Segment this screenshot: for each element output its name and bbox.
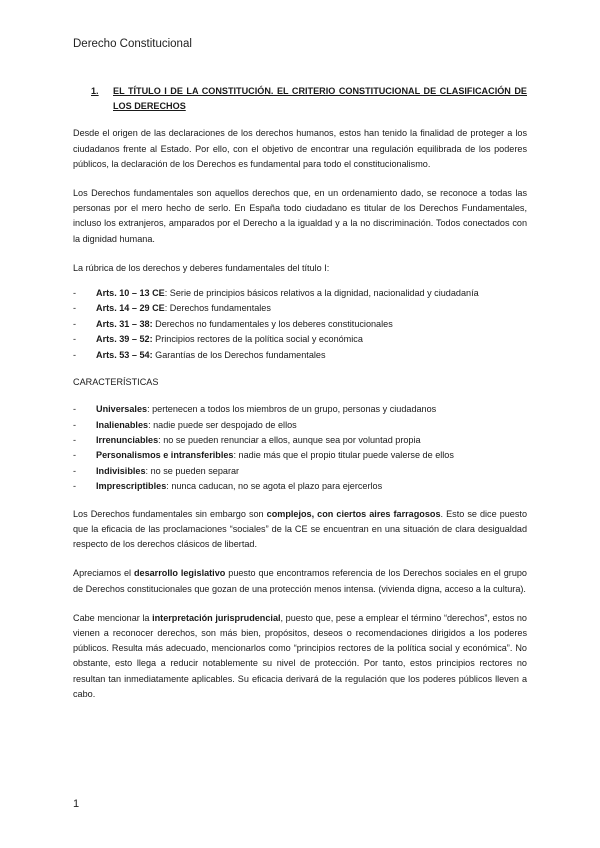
list-item: - Arts. 31 – 38: Derechos no fundamentales y los deberes constitucionales	[73, 318, 393, 329]
list-item: - Personalismos e intransferibles: nadie más que el propio titular puede valerse de ellos	[73, 450, 454, 461]
section-number: 1.	[91, 86, 99, 96]
paragraph-complexity: Los Derechos fundamentales sin embargo son complejos, con ciertos aires farragosos. Esto se dice puesto que la eficacia de las proclamaciones “sociales” de la CE se encuentran en una situación de clara desigualdad respecto de los derechos clásicos de libertad.	[73, 508, 527, 550]
paragraph-rubric: La rúbrica de los derechos y deberes fundamentales del título I:	[73, 262, 330, 273]
characteristics-list	[73, 402, 527, 494]
articles-list	[73, 286, 527, 363]
list-item: - Irrenunciables: no se pueden renunciar a ellos, aunque sea por voluntad propia	[73, 435, 421, 446]
list-item: - Arts. 53 – 54: Garantías de los Derechos fundamentales	[73, 349, 326, 360]
section-title: EL TÍTULO I DE LA CONSTITUCIÓN. EL CRITERIO CONSTITUCIONAL DE CLASIFICACIÓN DE LOS DERECHOS	[113, 86, 527, 112]
paragraph-intro: Desde el origen de las declaraciones de los derechos humanos, estos han tenido la finalidad de proteger a los ciudadanos frente al Estado. Por ello, con el objetivo de encontrar una regulación equilibrada de los poderes públicos, la declaración de los Derechos es fundamental para todo el constitucionalismo.	[73, 128, 527, 169]
paragraph-legislative: Apreciamos el desarrollo legislativo puesto que encontramos referencia de los Derechos sociales en el grupo de Derechos constitucionales que gozan de una protección menos intensa. (vivienda digna, acceso a la cultura).	[73, 568, 527, 594]
list-item: - Imprescriptibles: nunca caducan, no se agota el plazo para ejercerlos	[73, 481, 383, 492]
paragraph-jurisprudence: Cabe mencionar la interpretación jurisprudencial, puesto que, pese a emplear el término “derechos”, estos no vienen a reconocer derechos, son más bien, propósitos, deseos o recomendaciones dirigidos a los poderes públicos. Resulta más adecuado, mencionarlos como “principios rectores de la política social y económica”. No obstante, esto llega a reducir notablemente su nivel de protección. Por tanto, estos principios rectores no resultan tan inmediatamente aplicables. Su eficacia derivará de la regulación que los poderes públicos lleven a cabo.	[73, 612, 527, 699]
list-item: - Universales: pertenecen a todos los miembros de un grupo, personas y ciudadanos	[73, 404, 437, 415]
list-item: - Inalienables: nadie puede ser despojado de ellos	[73, 419, 297, 430]
page-content	[73, 84, 527, 716]
page-header: Derecho Constitucional	[73, 38, 192, 50]
page-number: 1	[73, 798, 80, 810]
list-item: - Indivisibles: no se pueden separar	[73, 465, 240, 476]
paragraph-definition: Los Derechos fundamentales son aquellos derechos que, en un ordenamiento dado, se reconoce a todas las personas por el mero hecho de serlo. En España todo ciudadano es titular de los Derechos Fundamentales, incluso los extranjeros, amparados por el Derecho a la igualdad y a la no discriminación. Todos conectados con la dignidad humana.	[73, 188, 527, 244]
characteristics-label: CARACTERÍSTICAS	[73, 377, 159, 388]
section-heading	[91, 84, 527, 114]
list-item: - Arts. 10 – 13 CE: Serie de principios básicos relativos a la dignidad, nacionalidad y ciudadanía	[73, 288, 479, 299]
list-item: - Arts. 14 – 29 CE: Derechos fundamentales	[73, 303, 271, 314]
list-item: - Arts. 39 – 52: Principios rectores de la política social y económica	[73, 334, 363, 345]
